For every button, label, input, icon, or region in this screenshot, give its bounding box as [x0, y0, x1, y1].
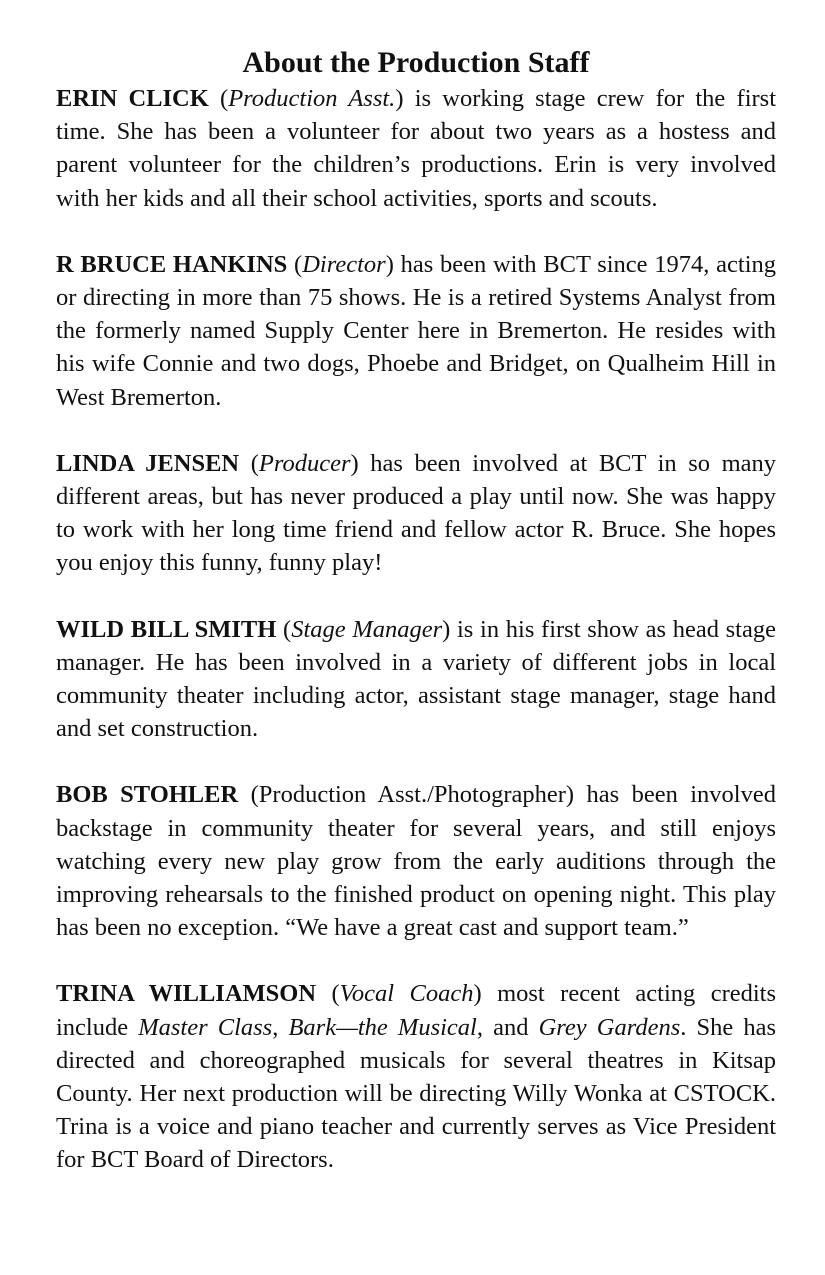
bio-bob-stohler: [56, 778, 776, 944]
bio-r-bruce-hankins: R BRUCE HANKINS (Director) has been with BCT since 1974, acting or directing in more than 75 shows. He is a retired Systems Analyst from the formerly named Supply Center here in Bremerton. He resides with his wife Connie and two dogs, Phoebe and Bridget, on Qualheim Hill in West Bremerton.: [56, 250, 777, 411]
bio-text: has been involved at BCT in so many different areas, but has never produced a play until now. She was happy to work with her long time friend and fellow actor R. Bruce. She hopes you enjoy this funny, funny play!: [56, 449, 777, 577]
bio-text: , and: [476, 1013, 539, 1041]
bio-trina-williamson: TRINA WILLIAMSON (Vocal Coach) most recent acting credits include Master Class, Bark—the Musical, and Grey Gardens. She has directed and choreographed musicals for several theatres in Kitsap County. Her next production will be directing Willy Wonka at CSTOCK. Trina is a voice and piano teacher and currently serves as Vice President for BCT Board of Directors.: [56, 980, 777, 1174]
credit-title: Bark—the Musical: [288, 1013, 477, 1041]
staff-name: ERIN CLICK: [56, 85, 209, 112]
staff-name: BOB STOHLER: [56, 781, 239, 809]
bio-erin-click: ERIN CLICK (Production Asst.) is working stage crew for the first time. She has been a volunteer for about two years as a hostess and parent volunteer for the children’s productions. Erin is very involved with her kids and all their school activities, sports and scouts.: [56, 85, 776, 212]
staff-role: Production Asst.: [228, 85, 396, 112]
bio-text: . She has directed and choreographed musicals for several theatres in Kitsap County. Her next production will be directing Willy Wonka at CSTOCK. Trina is a voice and piano teacher and currently serves as Vice President for BCT Board of Directors.: [56, 1013, 776, 1174]
staff-role: Producer: [258, 449, 351, 477]
bio-text: has been involved backstage in community theater for several years, and still enjoys watching every new play grow from the early auditions through the improving rehearsals to the finished product on opening night. This play has been no exception. “We have a great cast and support team.”: [56, 781, 776, 942]
bio-text: has been with BCT since 1974, acting or directing in more than 75 shows. He is a retired Systems Analyst from the formerly named Supply Center here in Bremerton. He resides with his wife Connie and two dogs, Phoebe and Bridget, on Qualheim Hill in West Bremerton.: [56, 250, 777, 411]
bio-text: most recent acting credits include: [56, 980, 777, 1041]
bio-wild-bill-smith: WILD BILL SMITH (Stage Manager) is in his first show as head stage manager. He has been involved in a variety of different jobs in local community theater including actor, assistant stage manager, stage hand and set construction.: [56, 615, 776, 743]
staff-role: (Production Asst./Photographer): [250, 781, 575, 809]
bio-text: ,: [272, 1013, 289, 1041]
bio-text: is in his first show as head stage manager. He has been involved in a variety of different jobs in local community theater including actor, assistant stage manager, stage hand and set construction.: [56, 615, 776, 743]
credit-title: Grey Gardens: [538, 1013, 681, 1041]
production-staff-page: [56, 40, 776, 1177]
staff-name: LINDA JENSEN: [56, 449, 240, 477]
bio-linda-jensen: LINDA JENSEN (Producer) has been involved at BCT in so many different areas, but has never produced a play until now. She was happy to work with her long time friend and fellow actor R. Bruce. She hopes you enjoy this funny, funny play!: [56, 449, 777, 577]
staff-name: WILD BILL SMITH: [56, 615, 277, 643]
bio-text: is working stage crew for the first time. She has been a volunteer for about two years as a hostess and parent volunteer for the children’s productions. Erin is very involved with her kids and all their school activities, sports and scouts.: [56, 85, 776, 212]
staff-name: R BRUCE HANKINS: [56, 250, 288, 278]
credit-title: Master Class: [138, 1013, 273, 1041]
staff-role: Stage Manager: [291, 615, 443, 643]
staff-role: Director: [302, 250, 386, 278]
staff-role: Vocal Coach: [339, 980, 474, 1008]
page-title: About the Production Staff: [242, 46, 590, 79]
staff-name: TRINA WILLIAMSON: [56, 980, 317, 1008]
